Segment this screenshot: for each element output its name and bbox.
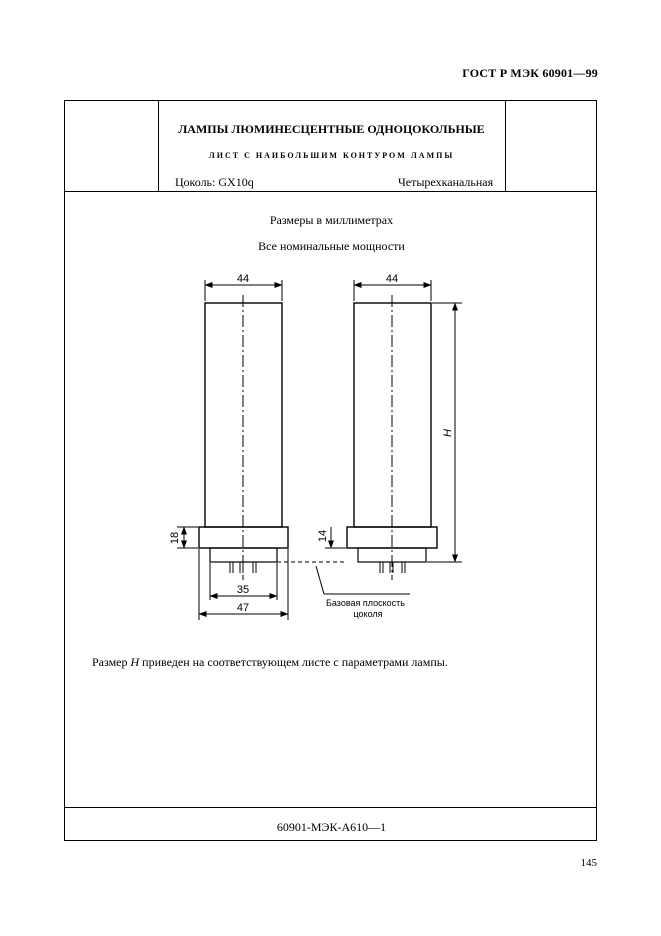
right-lamp-pins — [380, 562, 405, 573]
standard-number: ГОСТ Р МЭК 60901—99 — [462, 66, 598, 80]
left-lamp-pins — [230, 562, 256, 573]
reference-plane-label-line1: Базовая плоскость — [326, 598, 405, 608]
sheet-code: 60901-МЭК-А610—1 — [276, 820, 387, 834]
page-number: 145 — [580, 857, 597, 869]
type-label: Четырехканальная — [398, 175, 494, 189]
sheet-title: ЛАМПЫ ЛЮМИНЕСЦЕНТНЫЕ ОДНОЦОКОЛЬНЫЕ — [178, 122, 485, 136]
reference-plane-label-line2: цоколя — [353, 609, 383, 619]
overall-height-label: H — [442, 429, 454, 437]
units-note: Размеры в миллиметрах — [269, 213, 394, 227]
power-note: Все номинальные мощности — [258, 239, 405, 253]
left-width-label: 44 — [236, 273, 250, 285]
sheet-subtitle: ЛИСТ С НАИБОЛЬШИМ КОНТУРОМ ЛАМПЫ — [208, 151, 455, 160]
height-note-prefix: Размер — [92, 655, 131, 669]
height-note-var: H — [130, 655, 140, 669]
reference-plane-leader — [316, 566, 324, 594]
inner-base-label: 35 — [236, 584, 250, 596]
left-base-height-label: 18 — [169, 531, 181, 545]
left-lamp-view — [177, 280, 288, 620]
height-note-suffix: приведен на соответствующем листе с параметрами лампы. — [139, 655, 448, 669]
right-base-height-label: 14 — [317, 529, 329, 543]
outer-base-label: 47 — [236, 602, 250, 614]
base-label: Цоколь: GX10q — [175, 175, 254, 189]
right-width-label: 44 — [385, 273, 399, 285]
